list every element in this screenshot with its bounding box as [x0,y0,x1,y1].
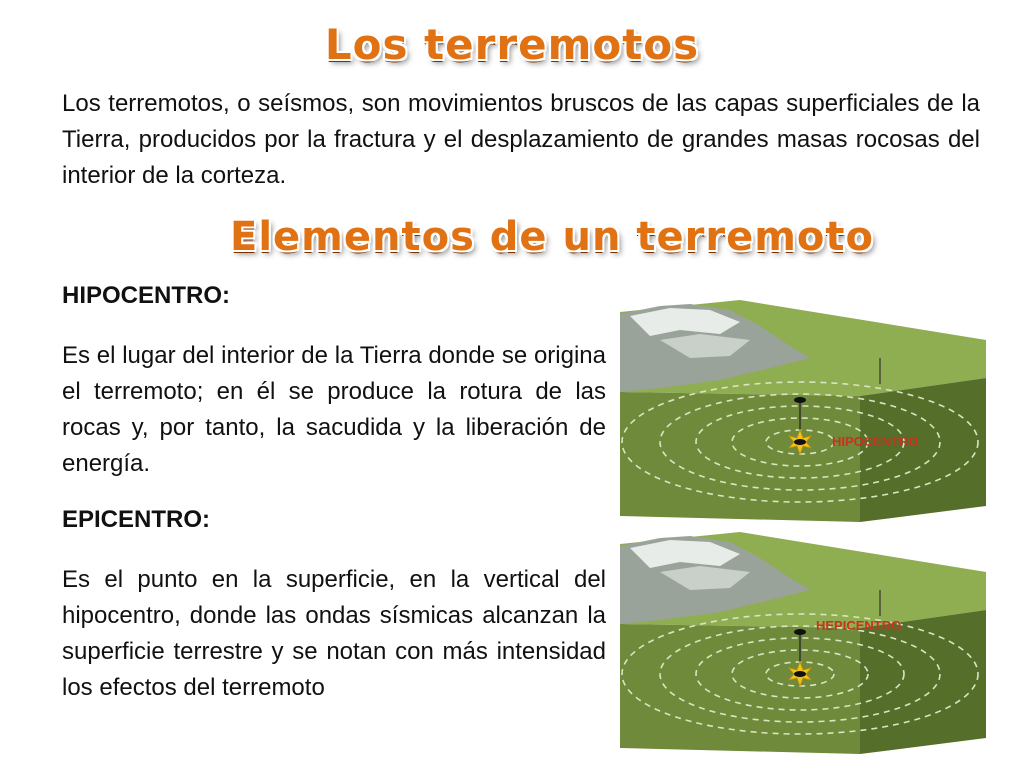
epicentro-text: Es el punto en la superficie, en la vertical del hipocentro, donde las ondas sísmicas alcanzan la superficie terrestre y se notan con más intensidad los efectos del terremoto [62,566,606,701]
intro-paragraph: Los terremotos, o seísmos, son movimientos bruscos de las capas superficiales de la Tierra, producidos por la fractura y el desplazamiento de grandes masas rocosas del interior de la corteza. [62,90,980,189]
ground-front-face [620,624,860,754]
section-title: Elementos de un terremoto [230,214,874,260]
ground-front-face [620,392,860,522]
ground-side-face [860,378,986,522]
epicentro-diagram [620,532,986,754]
epicenter-dot [794,397,806,403]
epicentro-label: HEPICENTRO [816,618,902,633]
hipocentro-diagram [620,300,986,522]
page-title: Los terremotos [324,20,700,69]
hipocentro-label: HIPOCENTRO [832,434,919,449]
hipocentro-text: Es el lugar del interior de la Tierra donde se origina el terremoto; en él se produce la rotura de las rocas y, por tanto, la sacudida y la liberación de energía. [62,342,606,477]
epicentro-heading: EPICENTRO: [62,506,211,533]
hipocentro-heading: HIPOCENTRO: [62,282,230,309]
epicenter-dot [794,629,806,635]
